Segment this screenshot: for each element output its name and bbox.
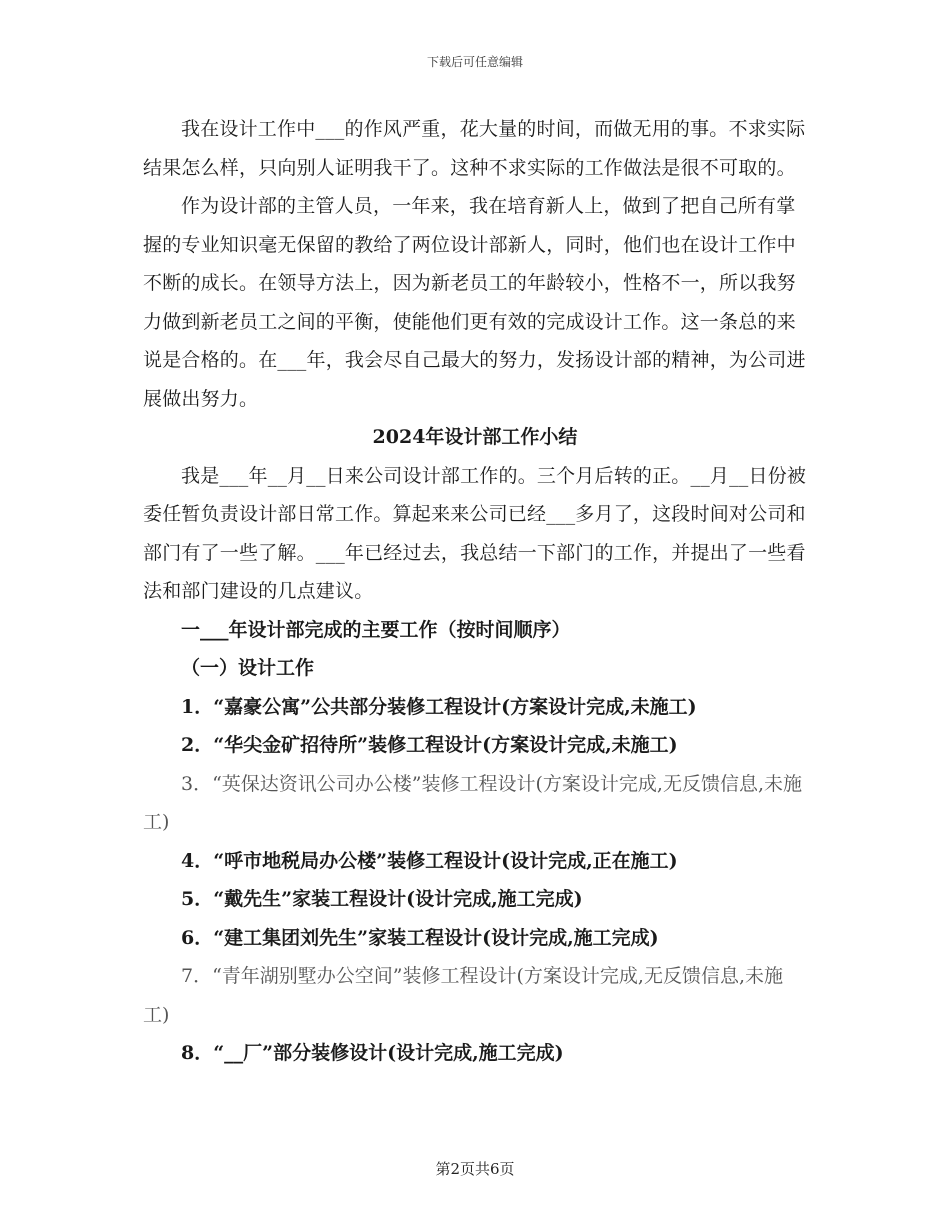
document-body xyxy=(143,110,807,1073)
list-item: 3．“英保达资讯公司办公楼”装修工程设计(方案设计完成,无反馈信息,未施工) xyxy=(143,772,803,833)
list-item: 2．“华尖金矿招待所”装修工程设计(方案设计完成,未施工) xyxy=(181,734,678,756)
heading-level-1: 一___年设计部完成的主要工作（按时间顺序） xyxy=(181,618,571,641)
page-header: 下载后可任意编辑 xyxy=(426,55,523,69)
intro-paragraph: 我是___年__月__日来公司设计部工作的。三个月后转的正。__月__日份被委任暂负责设计部日常工作。算起来来公司已经___多月了，这段时间对公司和部门有了一些了解。___年已经过去，我总结一下部门的工作，并提出了一些看法和部门建设的几点建议。 xyxy=(143,464,807,602)
page-footer: 第2页共6页 xyxy=(435,1160,515,1178)
paragraph: 作为设计部的主管人员，一年来，我在培育新人上，做到了把自己所有掌握的专业知识毫无保留的教给了两位设计部新人，同时，他们也在设计工作中不断的成长。在领导方法上，因为新老员工的年龄较小，性格不一，所以我努力做到新老员工之间的平衡，使能他们更有效的完成设计工作。这一条总的来说是合格的。在___年，我会尽自己最大的努力，发扬设计部的精神，为公司进展做出努力。 xyxy=(143,195,806,410)
list-item: 4．“呼市地税局办公楼”装修工程设计(设计完成,正在施工) xyxy=(181,849,678,872)
section-title: 2024年设计部工作小结 xyxy=(372,426,578,448)
list-item: 8．“__厂”部分装修设计(设计完成,施工完成) xyxy=(181,1042,564,1064)
list-item: 7．“青年湖别墅办公空间”装修工程设计(方案设计完成,无反馈信息,未施工) xyxy=(143,965,784,1026)
paragraph: 我在设计工作中___的作风严重，花大量的时间，而做无用的事。不求实际结果怎么样，只向别人证明我干了。这种不求实际的工作做法是很不可取的。 xyxy=(143,118,806,179)
list-item: 6．“建工集团刘先生”家装工程设计(设计完成,施工完成) xyxy=(181,926,659,949)
list-item: 5．“戴先生”家装工程设计(设计完成,施工完成) xyxy=(181,888,583,910)
list-item: 1．“嘉豪公寓”公共部分装修工程设计(方案设计完成,未施工) xyxy=(181,695,697,718)
heading-level-2: （一）设计工作 xyxy=(181,657,315,679)
